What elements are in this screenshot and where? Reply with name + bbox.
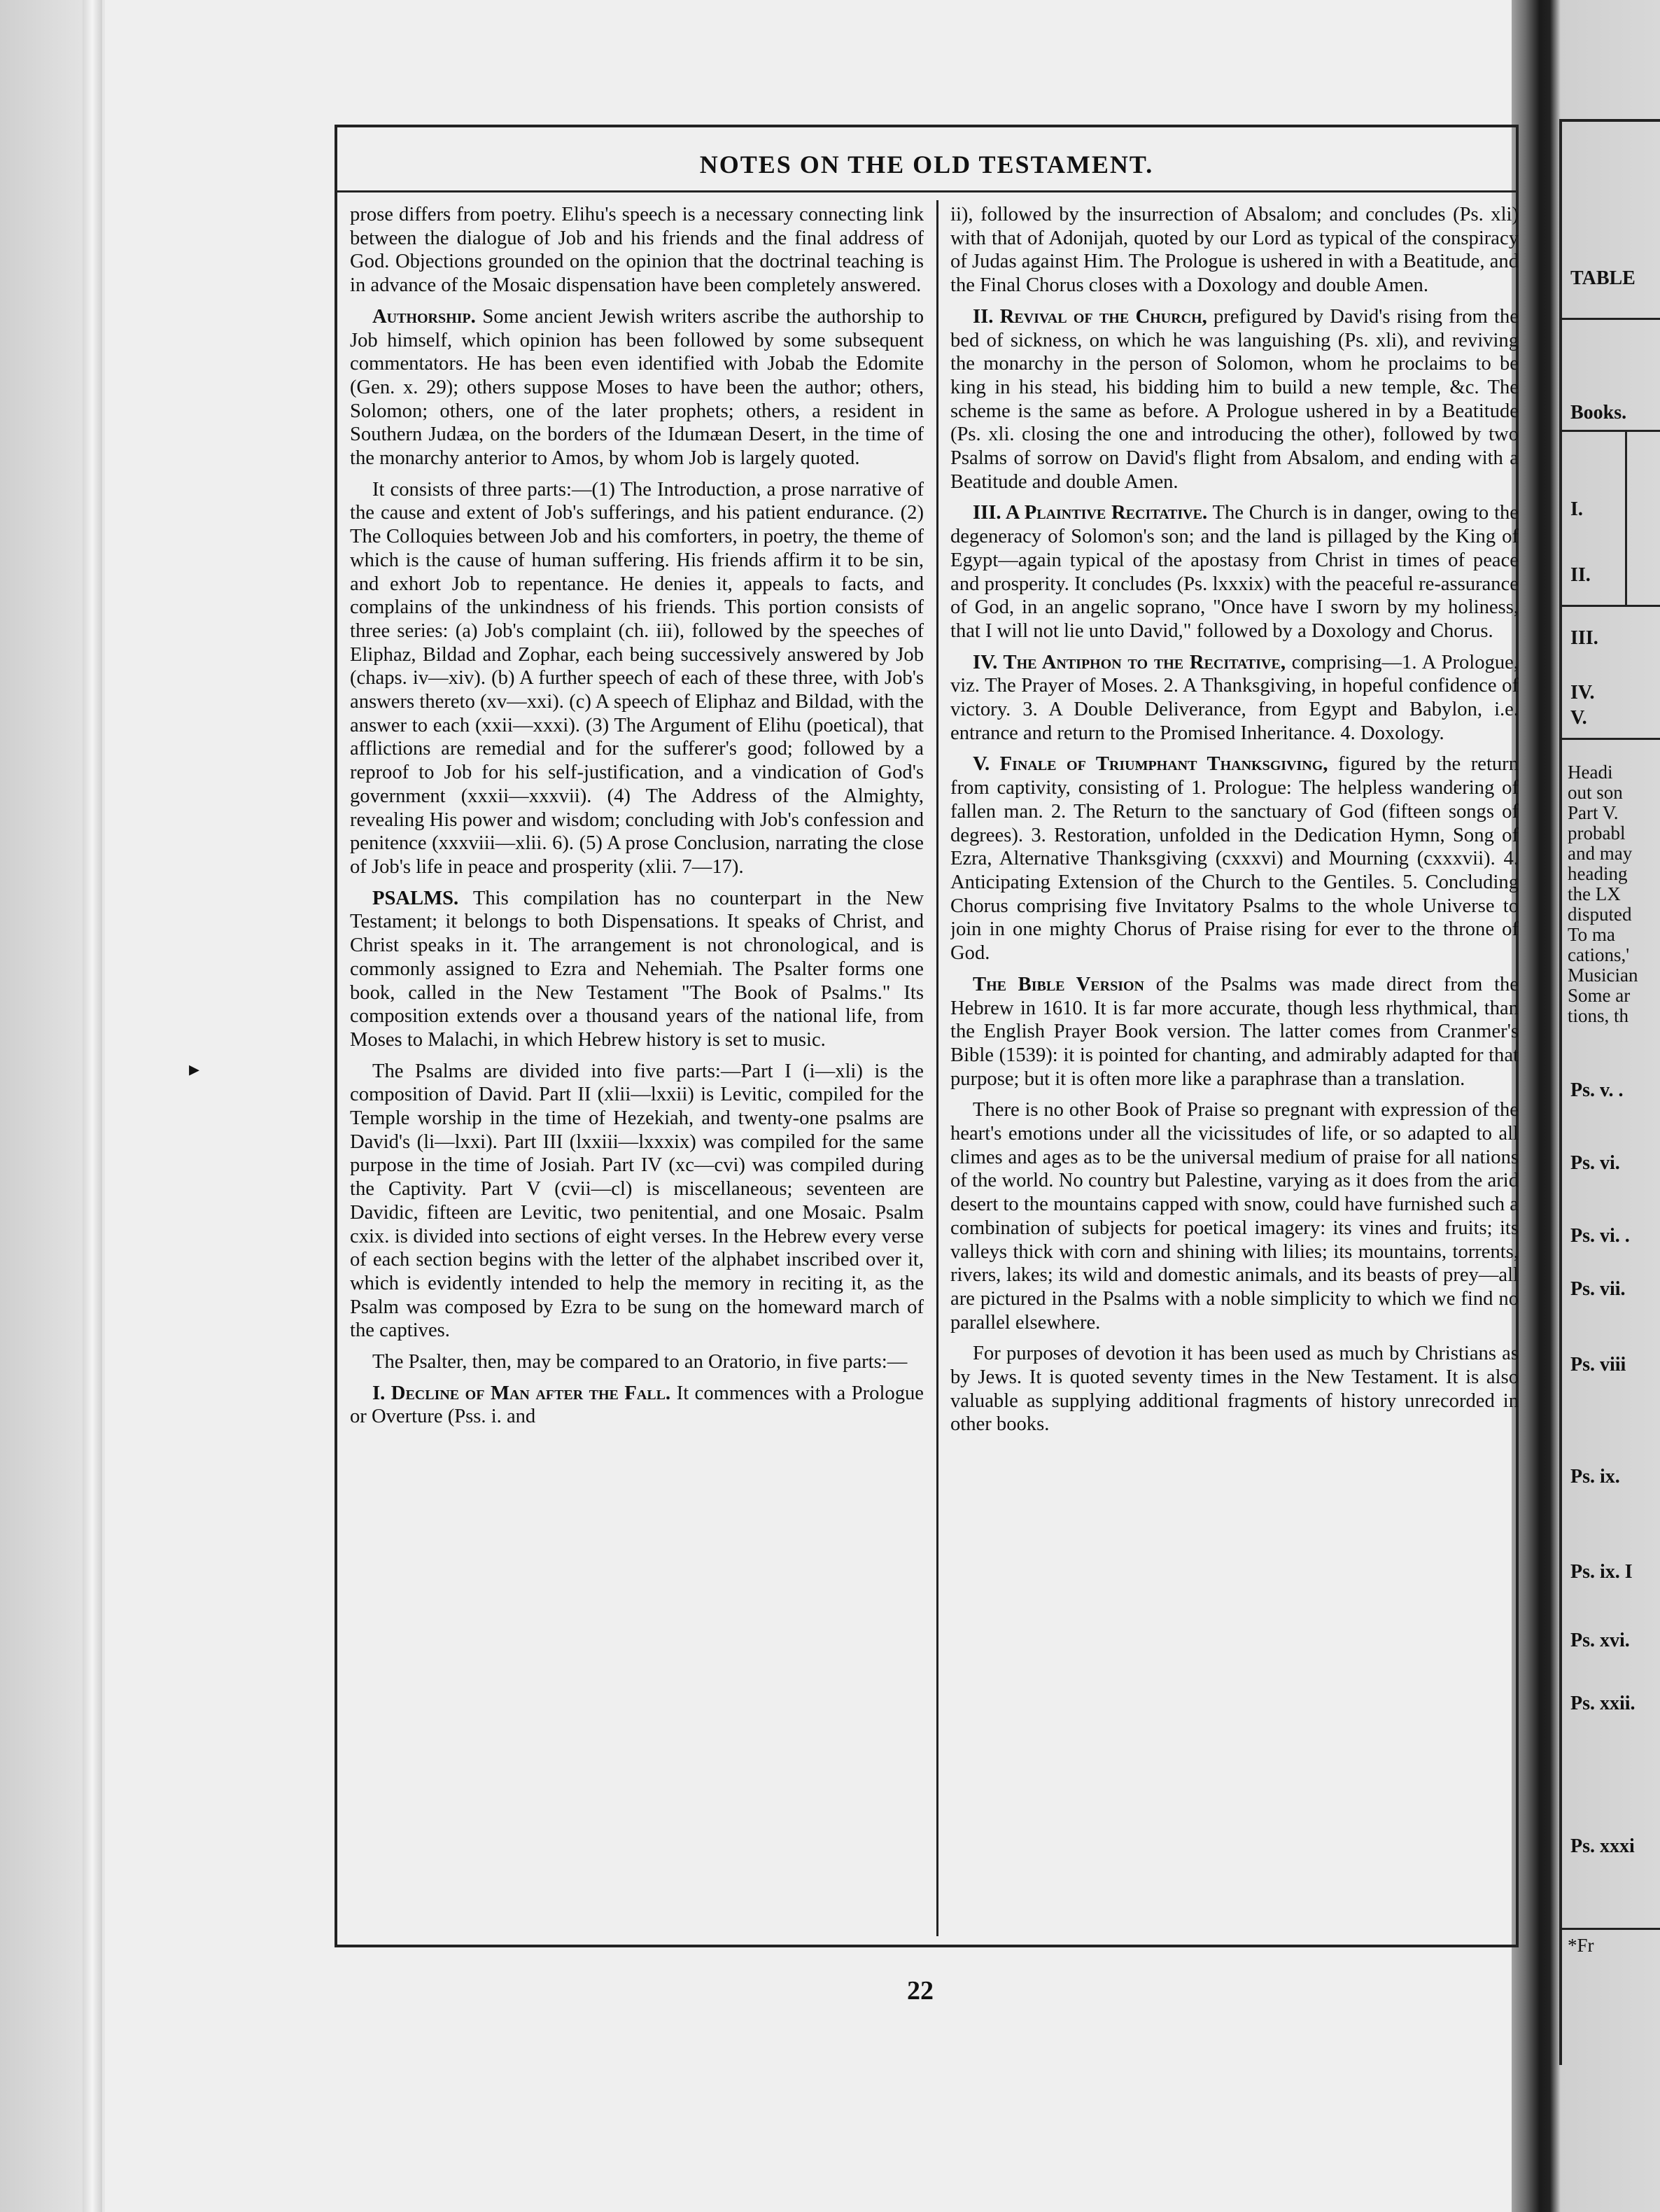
running-head: NOTES ON THE OLD TESTAMENT. — [699, 150, 1154, 178]
text-fragment: Musician — [1568, 965, 1638, 986]
page-edge — [83, 0, 102, 2212]
table-rule — [1562, 738, 1660, 740]
psalm-reference: Ps. vii. — [1570, 1278, 1626, 1300]
table-book-number: I. — [1570, 498, 1583, 520]
footnote-fragment: *Fr — [1568, 1935, 1594, 1956]
table-rule — [1562, 1928, 1660, 1930]
table-book-number: II. — [1570, 564, 1591, 586]
psalm-reference: Ps. vi. . — [1570, 1225, 1630, 1247]
paragraph-lead: V. Finale of Triumphant Thanksgiving, — [973, 753, 1328, 776]
psalm-reference: Ps. v. . — [1570, 1079, 1624, 1101]
table-rule — [1562, 430, 1660, 432]
left-column — [350, 203, 924, 1932]
paragraph — [950, 973, 1519, 1091]
paragraph-text: Some ancient Jewish writers ascribe the authorship to Job himself, which opinion has been followed by some subsequent commentators. He has been even identified with Jobab the Edomite (Gen. x. 29); others suppose Moses to have been the author; others, Solomon; others, one of the later prophets; others, a resident in Southern Judæa, on the borders of the Idumæan Desert, in the time of the monarchy anterior to Amos, by whom Job is largely quoted. — [350, 305, 924, 470]
paragraph-text: comprising—1. A Prologue, viz. The Prayer of Moses. 2. A Thanksgiving, in hopeful confidence of victory. 3. A Double Deliverance, from Egypt and Babylon, i.e. entrance and return to the Promised Inheritance. 4. Doxology. — [950, 651, 1519, 744]
paragraph — [350, 1382, 924, 1429]
header-rule — [337, 190, 1516, 192]
text-fragment: Some ar — [1568, 985, 1631, 1006]
paragraph — [950, 305, 1519, 494]
paragraph — [950, 1342, 1519, 1436]
text-fragment: out son — [1568, 782, 1623, 803]
table-column-head: Books. — [1570, 402, 1627, 424]
paragraph-lead: III. A Plaintive Recitative. — [973, 502, 1208, 524]
psalm-reference: Ps. ix. — [1570, 1466, 1620, 1488]
table-book-number: V. — [1570, 707, 1587, 729]
paragraph — [350, 478, 924, 879]
text-fragment: To ma — [1568, 924, 1615, 945]
text-fragment: Headi — [1568, 762, 1613, 783]
text-fragment: and may — [1568, 843, 1633, 864]
table-heading: TABLE — [1570, 267, 1636, 289]
paragraph-text: It consists of three parts:—(1) The Introduction, a prose narrative of the cause and extent of Job's sufferings, and his patient endurance. (2) The Colloquies between Job and his comforters, in poetry, the theme of which is the cause of human suffering. His friends affirm it to be sin, and exhort Job to repentance. He denies it, appeals to facts, and complains of the unkindness of his friends. This portion consists of three series: (a) Job's complaint (ch. iii), followed by the speeches of Eliphaz, Bildad and Zophar, each being successively answered by Job (chaps. iv—xiv). (b) A further speech of each of these three, with Job's answers thereto (xv—xxi). (c) A speech of Eliphaz and Bildad, with the answer to each (xxii—xxxi). (3) The Argument of Elihu (poetical), that afflictions are remedial and for the sufferer's good; followed by a reproof to Job for his self-justification, and a vindication of God's government (xxxii—xxxvii). (4) The Address of the Almighty, revealing His power and wisdom; concluding with Job's confession and penitence (xxxviii—xlii. 6). (5) A prose Conclusion, narrating the close of Job's life in peace and prosperity (xlii. 7—17). — [350, 478, 924, 878]
psalm-reference: Ps. xxii. — [1570, 1693, 1636, 1714]
paragraph-text: The Church is in danger, owing to the degeneracy of Solomon's son; and the land is pillaged by the King of Egypt—again typical of the apostasy from Christ in times of peace and prosperity. It concludes (Ps. lxxxix) with the peaceful re-assurance of God, in an angelic soprano, "Once have I sworn by my holiness, that I will not lie unto David," followed by a Doxology and Chorus. — [950, 502, 1519, 642]
paragraph-lead: I. Decline of Man after the Fall. — [372, 1382, 671, 1404]
table-book-number: IV. — [1570, 682, 1595, 704]
page-number: 22 — [907, 1976, 934, 2005]
text-fragment: Part V. — [1568, 802, 1619, 823]
paragraph-text: For purposes of devotion it has been used as much by Christians as by Jews. It is quoted seventy times in the New Testament. It is also valuable as supplying additional fragments of history unrecorded in other books. — [950, 1343, 1519, 1436]
psalm-reference: Ps. xvi. — [1570, 1630, 1630, 1651]
paragraph-lead: PSALMS. — [372, 887, 459, 909]
text-fragment: probabl — [1568, 822, 1626, 844]
paragraph — [950, 651, 1519, 746]
paragraph-text: of the Psalms was made direct from the Hebrew in 1610. It is far more accurate, though less rhythmical, than the English Prayer Book version. The latter comes from Cranmer's Bible (1539): it is pointed for chanting, and admirably adapted for that purpose; but it is often more like a paraphrase than a translation. — [950, 973, 1519, 1090]
paragraph — [350, 1060, 924, 1343]
column-divider — [936, 200, 938, 1936]
paragraph-text: The Psalms are divided into five parts:—Part I (i—xli) is the composition of David. Part II (xlii—lxxii) is Levitic, compiled for the Temple worship in the time of Hezekiah, and twenty-one psalms are David's (li—lxxi). Part III (lxxiii—lxxxix) was compiled for the same purpose in the time of Josiah. Part IV (xc—cvi) was compiled during the Captivity. Part V (cvii—cl) is miscellaneous; seventeen are Davidic, fifteen are Levitic, two penitential, and one Mosaic. Psalm cxix. is divided into sections of eight verses. In the Hebrew every verse of each section begins with the letter of the alphabet inscribed over it, which is evidently intended to help the memory in reciting it, as the Psalm was composed by Ezra to be sung on the homeward march of the captives. — [350, 1060, 924, 1342]
text-fragment: tions, th — [1568, 1005, 1629, 1026]
paragraph — [950, 203, 1519, 298]
paragraph — [350, 203, 924, 298]
table-vertical-rule — [1625, 430, 1627, 605]
table-rule — [1562, 605, 1660, 607]
paragraph-text: There is no other Book of Praise so pregnant with expression of the heart's emotions under all the vicissitudes of life, or so adapted to all climes and ages as to be the universal medium of praise for all nations of the world. No country but Palestine, varying as it does from the arid desert to the mountains capped with snow, could have furnished such a combination of subjects for poetical imagery: its vines and fruits; its valleys thick with corn and shining with lilies; its mountains, torrents, rivers, lakes; its wild and domestic animals, and its beasts of prey—all are pictured in the Psalms with a noble simplicity to which we find no parallel elsewhere. — [950, 1099, 1519, 1334]
text-fragment: cations,' — [1568, 944, 1630, 965]
psalm-reference: Ps. ix. I — [1570, 1561, 1633, 1583]
paragraph-lead: II. Revival of the Church, — [973, 305, 1207, 328]
next-page-fragment — [1559, 119, 1660, 2065]
table-book-number: III. — [1570, 627, 1598, 649]
paragraph — [350, 1350, 924, 1374]
paragraph-text: prose differs from poetry. Elihu's speech is a necessary connecting link between the dialogue of Job and his friends and the final address of God. Objections grounded on the opinion that the doctrinal teaching is in advance of the Mosaic dispensation have been completely answered. — [350, 204, 924, 297]
text-fragment: disputed — [1568, 904, 1632, 925]
margin-mark: ▸ — [189, 1058, 200, 1081]
paragraph — [950, 752, 1519, 965]
paragraph-lead: IV. The Antiphon to the Recitative, — [973, 651, 1286, 673]
text-fragment: the LX — [1568, 883, 1621, 904]
paragraph-text: The Psalter, then, may be compared to an Oratorio, in five parts:— — [372, 1351, 908, 1373]
paragraph — [950, 1098, 1519, 1334]
paragraph-lead: The Bible Version — [973, 973, 1144, 995]
paragraph-lead: Authorship. — [372, 305, 476, 328]
psalm-reference: Ps. vi. — [1570, 1152, 1620, 1174]
paragraph — [350, 305, 924, 470]
text-fragment: heading — [1568, 863, 1628, 884]
paragraph-text: This compilation has no counterpart in the New Testament; it belongs to both Dispensations. It speaks of Christ, and Christ speaks in it. The arrangement is not chronological, and is commonly assigned to Ezra and Nehemiah. The Psalter forms one book, called in the New Testament "The Book of Psalms." Its composition extends over a thousand years of the national life, from Moses to Malachi, in which Hebrew history is set to music. — [350, 887, 924, 1051]
paragraph-text: It commences with a Prologue or Overture (Pss. i. and — [350, 1382, 924, 1428]
table-rule — [1562, 318, 1660, 320]
paragraph — [350, 887, 924, 1052]
psalm-reference: Ps. viii — [1570, 1354, 1626, 1376]
paragraph-text: ii), followed by the insurrection of Absalom; and concludes (Ps. xli) with that of Adonijah, quoted by our Lord as typical of the conspiracy of Judas against Him. The Prologue is ushered in with a Beatitude, and the Final Chorus closes with a Doxology and double Amen. — [950, 204, 1519, 297]
psalm-reference: Ps. xxxi — [1570, 1835, 1635, 1857]
paragraph-text: prefigured by David's rising from the bed of sickness, on which he was languishing (Ps. xli), and reviving the monarchy in the person of Solomon, whom he proclaims to be king in his stead, his bidding him to build a new temple, &c. The scheme is the same as before. A Prologue ushered in by a Beatitude (Ps. xli. closing the one and introducing the other), followed by two Psalms of sorrow on David's flight from Absalom, and ending with a Beatitude and double Amen. — [950, 305, 1519, 493]
right-column — [950, 203, 1519, 1932]
paragraph-text: figured by the return from captivity, consisting of 1. Prologue: The helpless wandering of fallen man. 2. The Return to the sanctuary of God (fifteen songs of degrees). 3. Restoration, unfolded in the Dedication Hymn, Song of Ezra, Alternative Thanksgiving (cxxxvi) and Mourning (cxxxvii). 4. Anticipating Extension of the Church to the Gentiles. 5. Concluding Chorus comprising five Invitatory Psalms to the whole Universe to join in one mighty Chorus of Praise rising for ever to the throne of God. — [950, 753, 1519, 965]
paragraph — [950, 501, 1519, 643]
